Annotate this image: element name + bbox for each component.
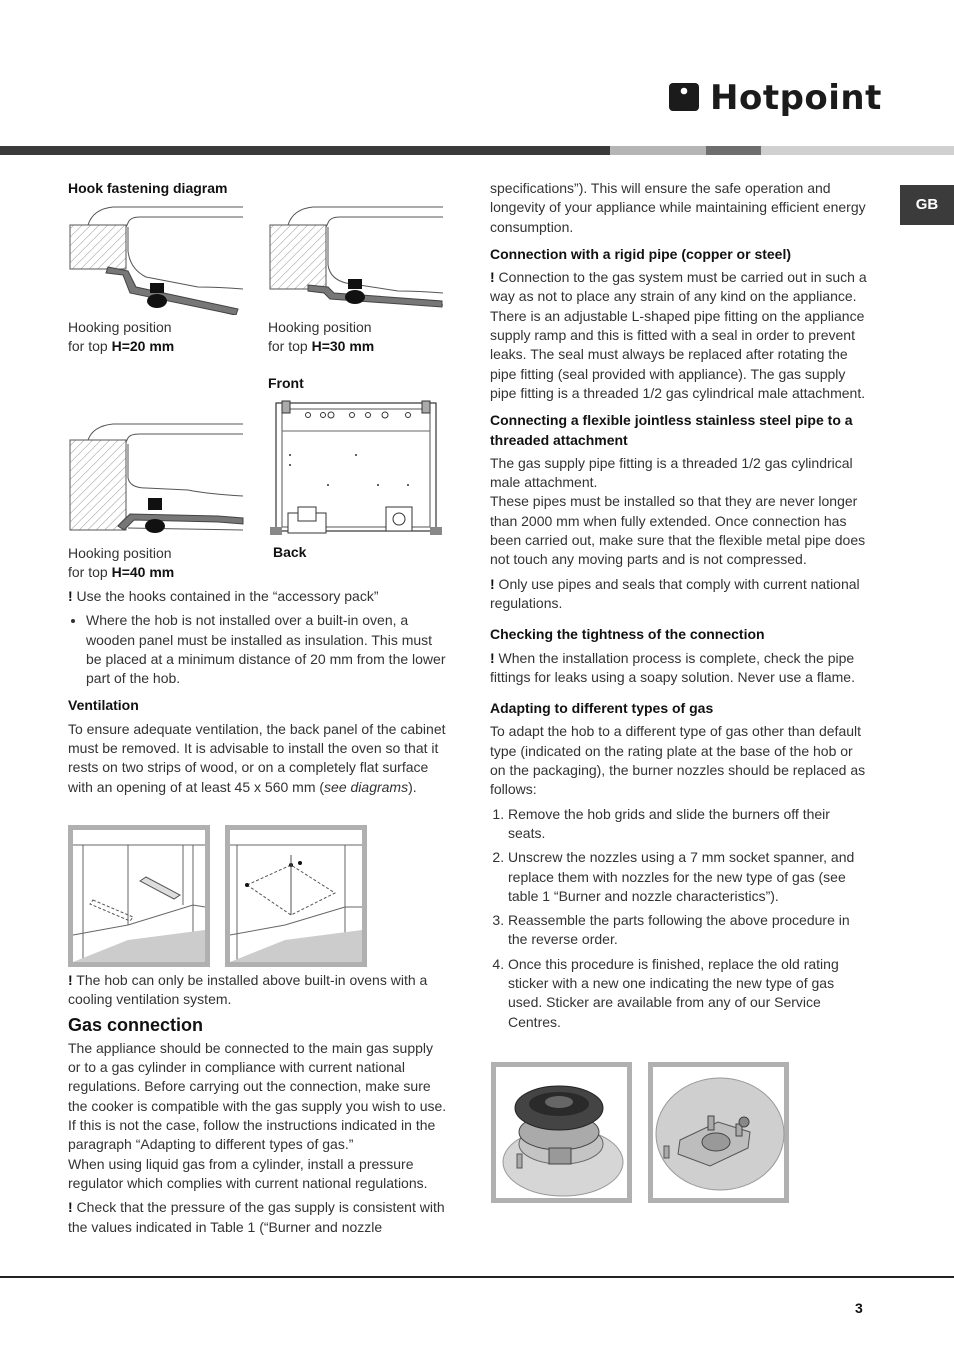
hook-caption-line [268, 337, 374, 356]
flexible-pipe-title: Connecting a flexible jointless stainless steel pipe to a threaded attachment [490, 412, 853, 448]
insulation-list [68, 611, 446, 688]
ventilation-diagram-2 [225, 825, 367, 967]
header-bar-mid [706, 146, 761, 155]
hook-caption-30mm [268, 318, 374, 356]
header-bar-light [610, 146, 706, 155]
ventilation-text-ref: see diagrams [324, 778, 409, 795]
footer-rule [0, 1276, 954, 1278]
back-label: Back [273, 544, 307, 560]
hook-caption-20mm [68, 318, 174, 356]
rigid-pipe-note-text: Connection to the gas system must be carried out in such a way as not to place any strain of any kind on the appliance. [490, 269, 867, 305]
flexible-pipe-note-text: Only use pipes and seals that comply with current national regulations. [490, 575, 860, 611]
burner-assembly-image [491, 1062, 632, 1203]
adapting-step: 3. Reassemble the parts following the above procedure in the reverse order. [508, 911, 870, 950]
hook-caption-line [68, 563, 174, 582]
flexible-pipe-paragraph-1: The gas supply pipe fitting is a threaded 1/2 gas cylindrical male attachment. [490, 454, 853, 491]
gas-connection-paragraph-2: When using liquid gas from a cylinder, install a pressure regulator which complies with current national regulations. [68, 1155, 428, 1191]
ventilation-text-main: To ensure adequate ventilation, the back panel of the cabinet must be removed. It is advisable to install the oven so that it rests on two strips of wood, or on a completely flat surface with an opening of at least 45 x 560 mm ( [68, 720, 446, 795]
warning-mark: ! [490, 649, 495, 666]
rigid-pipe-paragraph: There is an adjustable L-shaped pipe fitting on the appliance supply ramp and this is fitted with a seal in order to prevent leaks. The seal must always be replaced after rotating the pipe fitting (seal provided with appliance). The gas supply pipe fitting is a threaded 1/2 gas cylindrical male attachment. [490, 307, 866, 401]
warning-mark: ! [68, 972, 73, 988]
oven-ventilation-note-text: The hob can only be installed above built-in ovens with a cooling ventilation system. [68, 972, 428, 1008]
ventilation-text-end: ). [408, 778, 417, 795]
tightness-note [490, 649, 870, 688]
hook-caption-height: H=30 mm [311, 338, 375, 354]
warning-mark: ! [68, 1199, 73, 1216]
tightness-title: Checking the tightness of the connection [490, 626, 765, 643]
rigid-pipe-title: Connection with a rigid pipe (copper or steel) [490, 245, 792, 262]
flexible-pipe-paragraph-2: These pipes must be installed so that they are never longer than 2000 mm when fully extended. Once connection has been carried out, make sure that the flexible metal pipe does not touch any moving parts and is not compressed. [490, 493, 866, 568]
right-column-text [490, 179, 870, 1037]
pressure-note-text: Check that the pressure of the gas supply is consistent with the values indicated in Table 1 (“Burner and nozzle [68, 1199, 445, 1235]
ventilation-title: Ventilation [68, 697, 139, 714]
adapting-title: Adapting to different types of gas [490, 700, 714, 717]
accessory-note-text: Use the hooks contained in the “accessory pack” [72, 588, 379, 604]
adapting-step: 1. Remove the hob grids and slide the burners off their seats. [508, 805, 870, 844]
left-column-text [68, 587, 446, 802]
flexible-pipe-note [490, 575, 870, 614]
hook-caption-line: Hooking position [68, 319, 172, 335]
ventilation-diagram-1 [68, 825, 210, 967]
adapting-paragraph: To adapt the hob to a different type of gas other than default type (indicated on the rating plate at the base of the hob or on the packaging), the burner nozzles should be replaced as follows: [490, 723, 866, 798]
tightness-note-text: When the installation process is complete, check the pipe fittings for leaks using a soapy solution. Never use a flame. [490, 649, 855, 685]
hob-underside-diagram [268, 395, 444, 547]
specifications-continuation: specifications”). This will ensure the safe operation and longevity of your appliance while maintaining efficient energy consumption. [490, 180, 866, 235]
header-bar-pale [761, 146, 954, 155]
gas-connection-title: Gas connection [68, 1014, 204, 1035]
hook-diagram-30mm [268, 205, 444, 315]
page-number: 3 [855, 1300, 863, 1316]
adapting-steps [490, 805, 870, 1032]
hook-caption-prefix: for top [268, 338, 312, 354]
adapting-step: 2. Unscrew the nozzles using a 7 mm socket spanner, and replace them with nozzles for the new type of gas (see table 1 “Burner and nozzle characteristics”). [508, 848, 870, 906]
warning-mark: ! [68, 588, 73, 604]
hook-diagram-title: Hook fastening diagram [68, 180, 228, 196]
nozzle-base-image [648, 1062, 789, 1203]
gas-connection-section [68, 971, 448, 1242]
hook-caption-40mm [68, 544, 174, 582]
hook-caption-prefix: for top [68, 338, 112, 354]
brand-name: Hotpoint [710, 78, 882, 118]
insulation-bullet: • Where the hob is not installed over a built-in oven, a wooden panel must be installed as insulation. This must be placed at a minimum distance of 20 mm from the lower part of the hob. [86, 611, 446, 688]
oven-ventilation-note [68, 971, 448, 1010]
language-tab[interactable]: GB [900, 185, 954, 225]
hook-caption-line: Hooking position [268, 319, 372, 335]
ventilation-text [68, 720, 446, 797]
header-bar-dark [0, 146, 610, 155]
brand-logo [668, 78, 882, 120]
hook-diagram-40mm [68, 422, 244, 537]
rigid-pipe-note [490, 268, 870, 307]
warning-mark: ! [490, 269, 495, 286]
warning-mark: ! [490, 575, 495, 592]
hook-diagram-20mm [68, 205, 244, 315]
hook-caption-prefix: for top [68, 564, 112, 580]
brand-logo-icon [668, 80, 702, 114]
hook-caption-height: H=40 mm [111, 564, 175, 580]
hook-caption-height: H=20 mm [111, 338, 175, 354]
hook-caption-line [68, 337, 174, 356]
front-label: Front [268, 375, 304, 391]
pressure-note [68, 1198, 448, 1237]
hook-caption-line: Hooking position [68, 545, 172, 561]
accessory-note [68, 587, 446, 606]
gas-connection-paragraph-1: The appliance should be connected to the main gas supply or to a gas cylinder in compliance with current national regulations. Before carrying out the connection, make sure the cooker is compatible with the gas supply you wish to use. If this is not the case, follow the instructions indicated in the paragraph “Adapting to different types of gas.” [68, 1039, 447, 1153]
adapting-step: 4. Once this procedure is finished, replace the old rating sticker with a new one indicating the new type of gas used. Sticker are available from any of our Service Centres. [508, 955, 870, 1032]
